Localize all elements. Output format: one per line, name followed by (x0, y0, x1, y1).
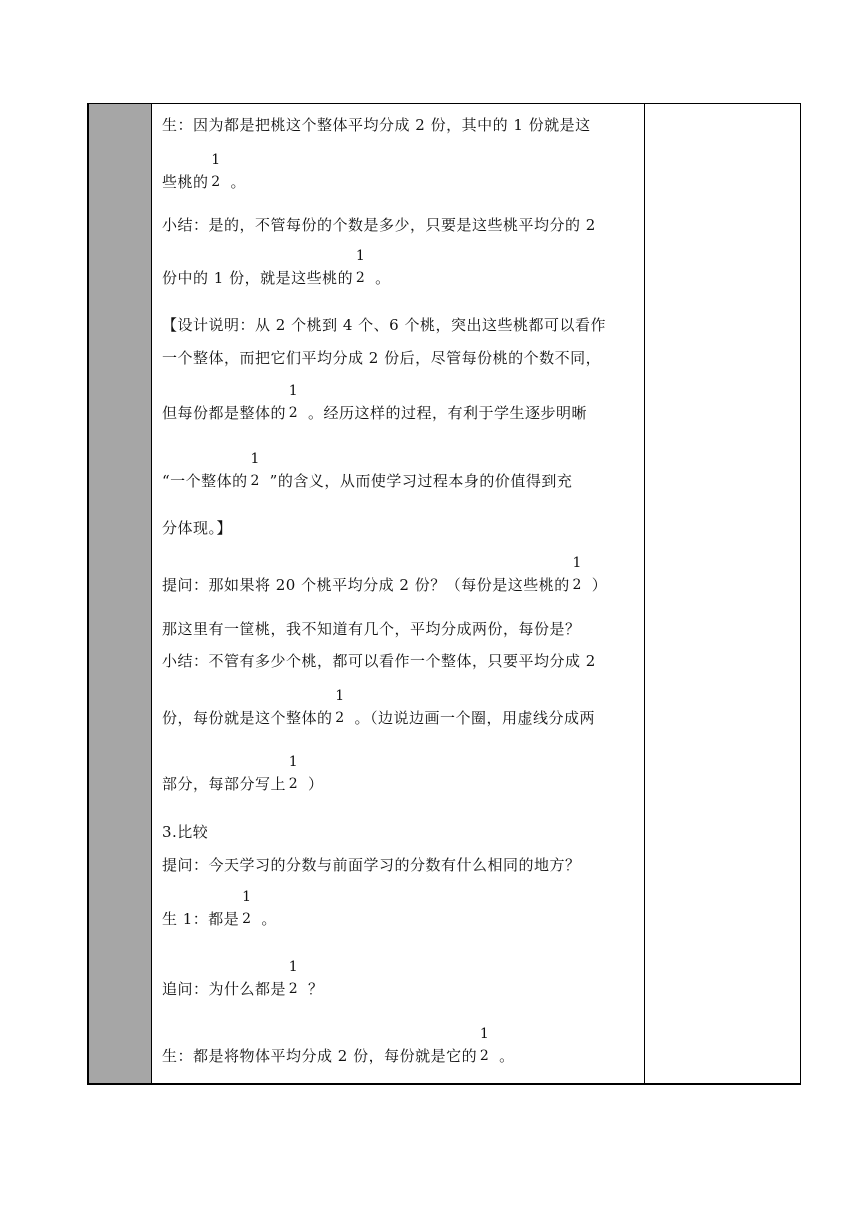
text-line: 分体现。】 (162, 519, 233, 537)
section-heading: 3.比较 (162, 823, 209, 841)
text-line: 生：因为都是把桃这个整体平均分成 2 份，其中的 1 份就是这 (162, 116, 591, 134)
fraction-one-half: 1 2 (250, 451, 260, 489)
fraction-one-half: 1 2 (572, 555, 582, 593)
text-line: 份中的 1 份，就是这些桃的 1 2 。 (162, 248, 391, 287)
text-line: 提问：那如果将 20 个桃平均分成 2 份？（每份是这些桃的 1 2 ） (162, 555, 608, 594)
text-line: 些桃的 1 2 。 (162, 152, 247, 191)
lesson-content-cell (153, 104, 644, 1083)
fraction-one-half: 1 2 (288, 754, 299, 792)
fraction-one-half: 1 2 (335, 688, 345, 726)
fraction-one-half: 1 2 (288, 383, 299, 421)
shaded-side-column (89, 104, 152, 1083)
text-line: 提问：今天学习的分数与前面学习的分数有什么相同的地方？ (162, 856, 581, 874)
text-line: 生 1：都是 1 2 。 (162, 889, 277, 928)
fraction-one-half: 1 2 (288, 959, 299, 997)
fraction-one-half: 1 2 (355, 248, 366, 286)
text-line: 生：都是将物体平均分成 2 份，每份就是它的 1 2 。 (162, 1026, 515, 1065)
text-line: 部分，每部分写上 1 2 ） (162, 754, 324, 793)
text-line: “一个整体的 1 2 ”的含义，从而使学习过程本身的价值得到充 (162, 451, 573, 490)
text-line: 小结：不管有多少个桃，都可以看作一个整体，只要平均分成 2 (162, 652, 596, 670)
fraction-one-half: 1 2 (479, 1026, 490, 1064)
text-line: 追问：为什么都是 1 2 ？ (162, 959, 324, 998)
fraction-one-half: 1 2 (242, 889, 252, 927)
fraction-one-half: 1 2 (211, 152, 221, 190)
text-line: 小结：是的，不管每份的个数是多少，只要是这些桃平均分的 2 (162, 216, 596, 234)
text-line: 那这里有一筐桃，我不知道有几个，平均分成两份，每份是？ (162, 620, 581, 638)
empty-notes-column (644, 104, 801, 1083)
text-line: 一个整体，而把它们平均分成 2 份后，尽管每份桃的个数不同， (162, 349, 602, 367)
text-line: 【设计说明：从 2 个桃到 4 个、6 个桃，突出这些桃都可以看作 (162, 316, 606, 334)
text-line: 份，每份就是这个整体的 1 2 。（边说边画一个圈，用虚线分成两 (162, 688, 596, 727)
lesson-table (87, 103, 801, 1085)
text-line: 但每份都是整体的 1 2 。经历这样的过程，有利于学生逐步明晰 (162, 383, 588, 422)
